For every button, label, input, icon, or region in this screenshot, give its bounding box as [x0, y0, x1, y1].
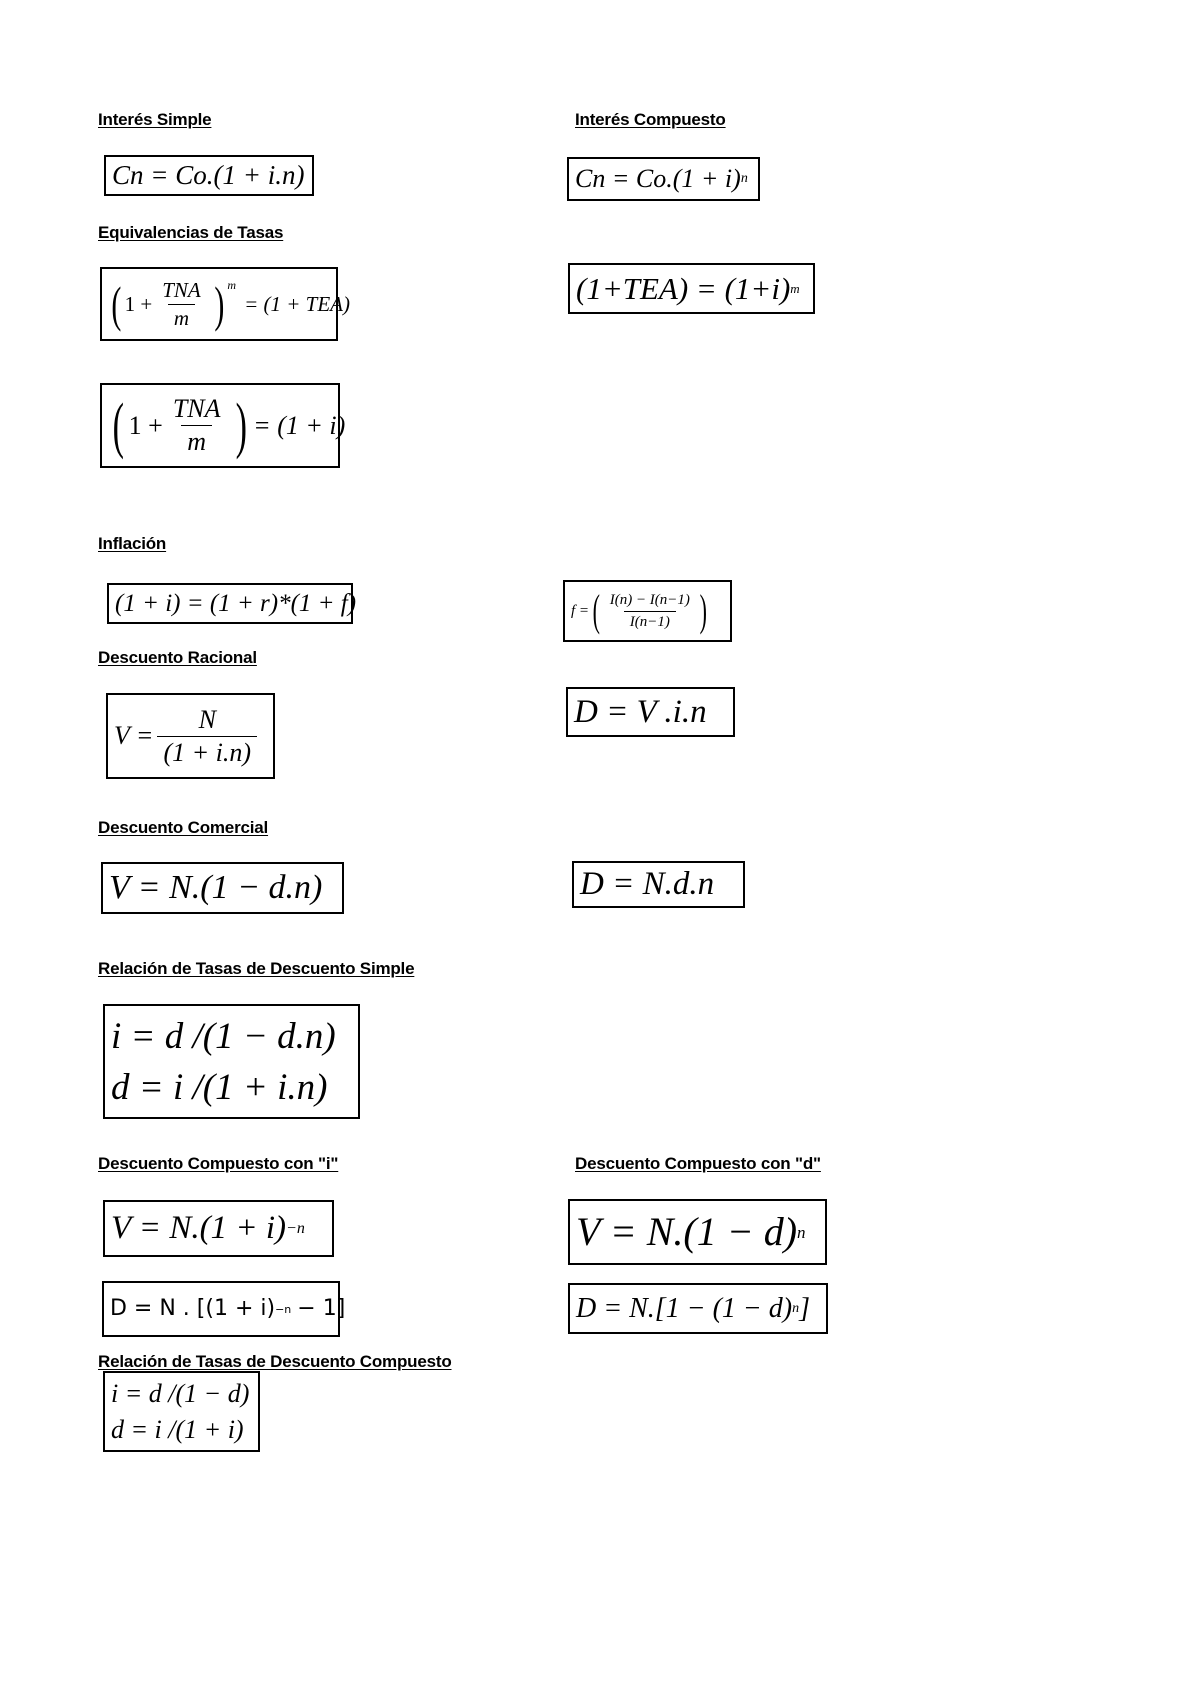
heading-inflacion: Inflación — [98, 534, 167, 553]
formula-comercial-d: D = N.d.n — [572, 861, 745, 908]
formula-equivalencia-tna-i: ( 1 + $\frac{\text{TNA}}{m}$ ) = (1 + i) — [100, 383, 340, 468]
formula-relacion-simple: i = d /(1 − d.n) d = i /(1 + i.n) — [103, 1004, 360, 1119]
formula-racional-d: D = V .i.n — [566, 687, 735, 737]
heading-compuesto-i: Descuento Compuesto con "i" — [98, 1154, 339, 1173]
formula-equivalencia-tea: (1+TEA) = (1+i) m — [568, 263, 815, 314]
heading-relacion-compuesto: Relación de Tasas de Descuento Compuesto — [98, 1352, 452, 1371]
formula-compuesto-d-v: V = N.(1 − d) n — [568, 1199, 827, 1265]
formula-compuesto-d-d: D = N.[1 − (1 − d) n ] — [568, 1283, 828, 1334]
formula-inflacion-fisher: (1 + i) = (1 + r)*(1 + f) — [107, 583, 353, 624]
heading-descuento-comercial: Descuento Comercial — [98, 818, 269, 837]
heading-equivalencias: Equivalencias de Tasas — [98, 223, 284, 242]
heading-interes-simple: Interés Simple — [98, 110, 212, 129]
formula-compuesto-i-d: D = N . [(1 + i) −n − 1] — [102, 1281, 340, 1337]
heading-descuento-racional: Descuento Racional — [98, 648, 257, 667]
formula-racional-v: V = $\frac{N}{(1 + i.n)}$ — [106, 693, 275, 779]
formula-interes-compuesto: Cn = Co.(1 + i) n — [567, 157, 760, 201]
heading-relacion-simple: Relación de Tasas de Descuento Simple — [98, 959, 415, 978]
heading-interes-compuesto: Interés Compuesto — [575, 110, 726, 129]
formula-relacion-compuesto: i = d /(1 − d) d = i /(1 + i) — [103, 1371, 260, 1452]
formula-interes-simple: Cn = Co.(1 + i.n) — [104, 155, 314, 196]
formula-equivalencia-tna-tea: ( 1 + $\frac{\text{TNA}}{m}$ ) $^m$ = (1 + TEA) — [100, 267, 338, 341]
formula-inflacion-indice: f = ( $\frac{I(n) - I(n-1)}{I(n-1)}$ ) — [563, 580, 732, 642]
heading-compuesto-d: Descuento Compuesto con "d" — [575, 1154, 821, 1173]
formula-compuesto-i-v: V = N.(1 + i) −n — [103, 1200, 334, 1257]
formula-comercial-v: V = N.(1 − d.n) — [101, 862, 344, 914]
